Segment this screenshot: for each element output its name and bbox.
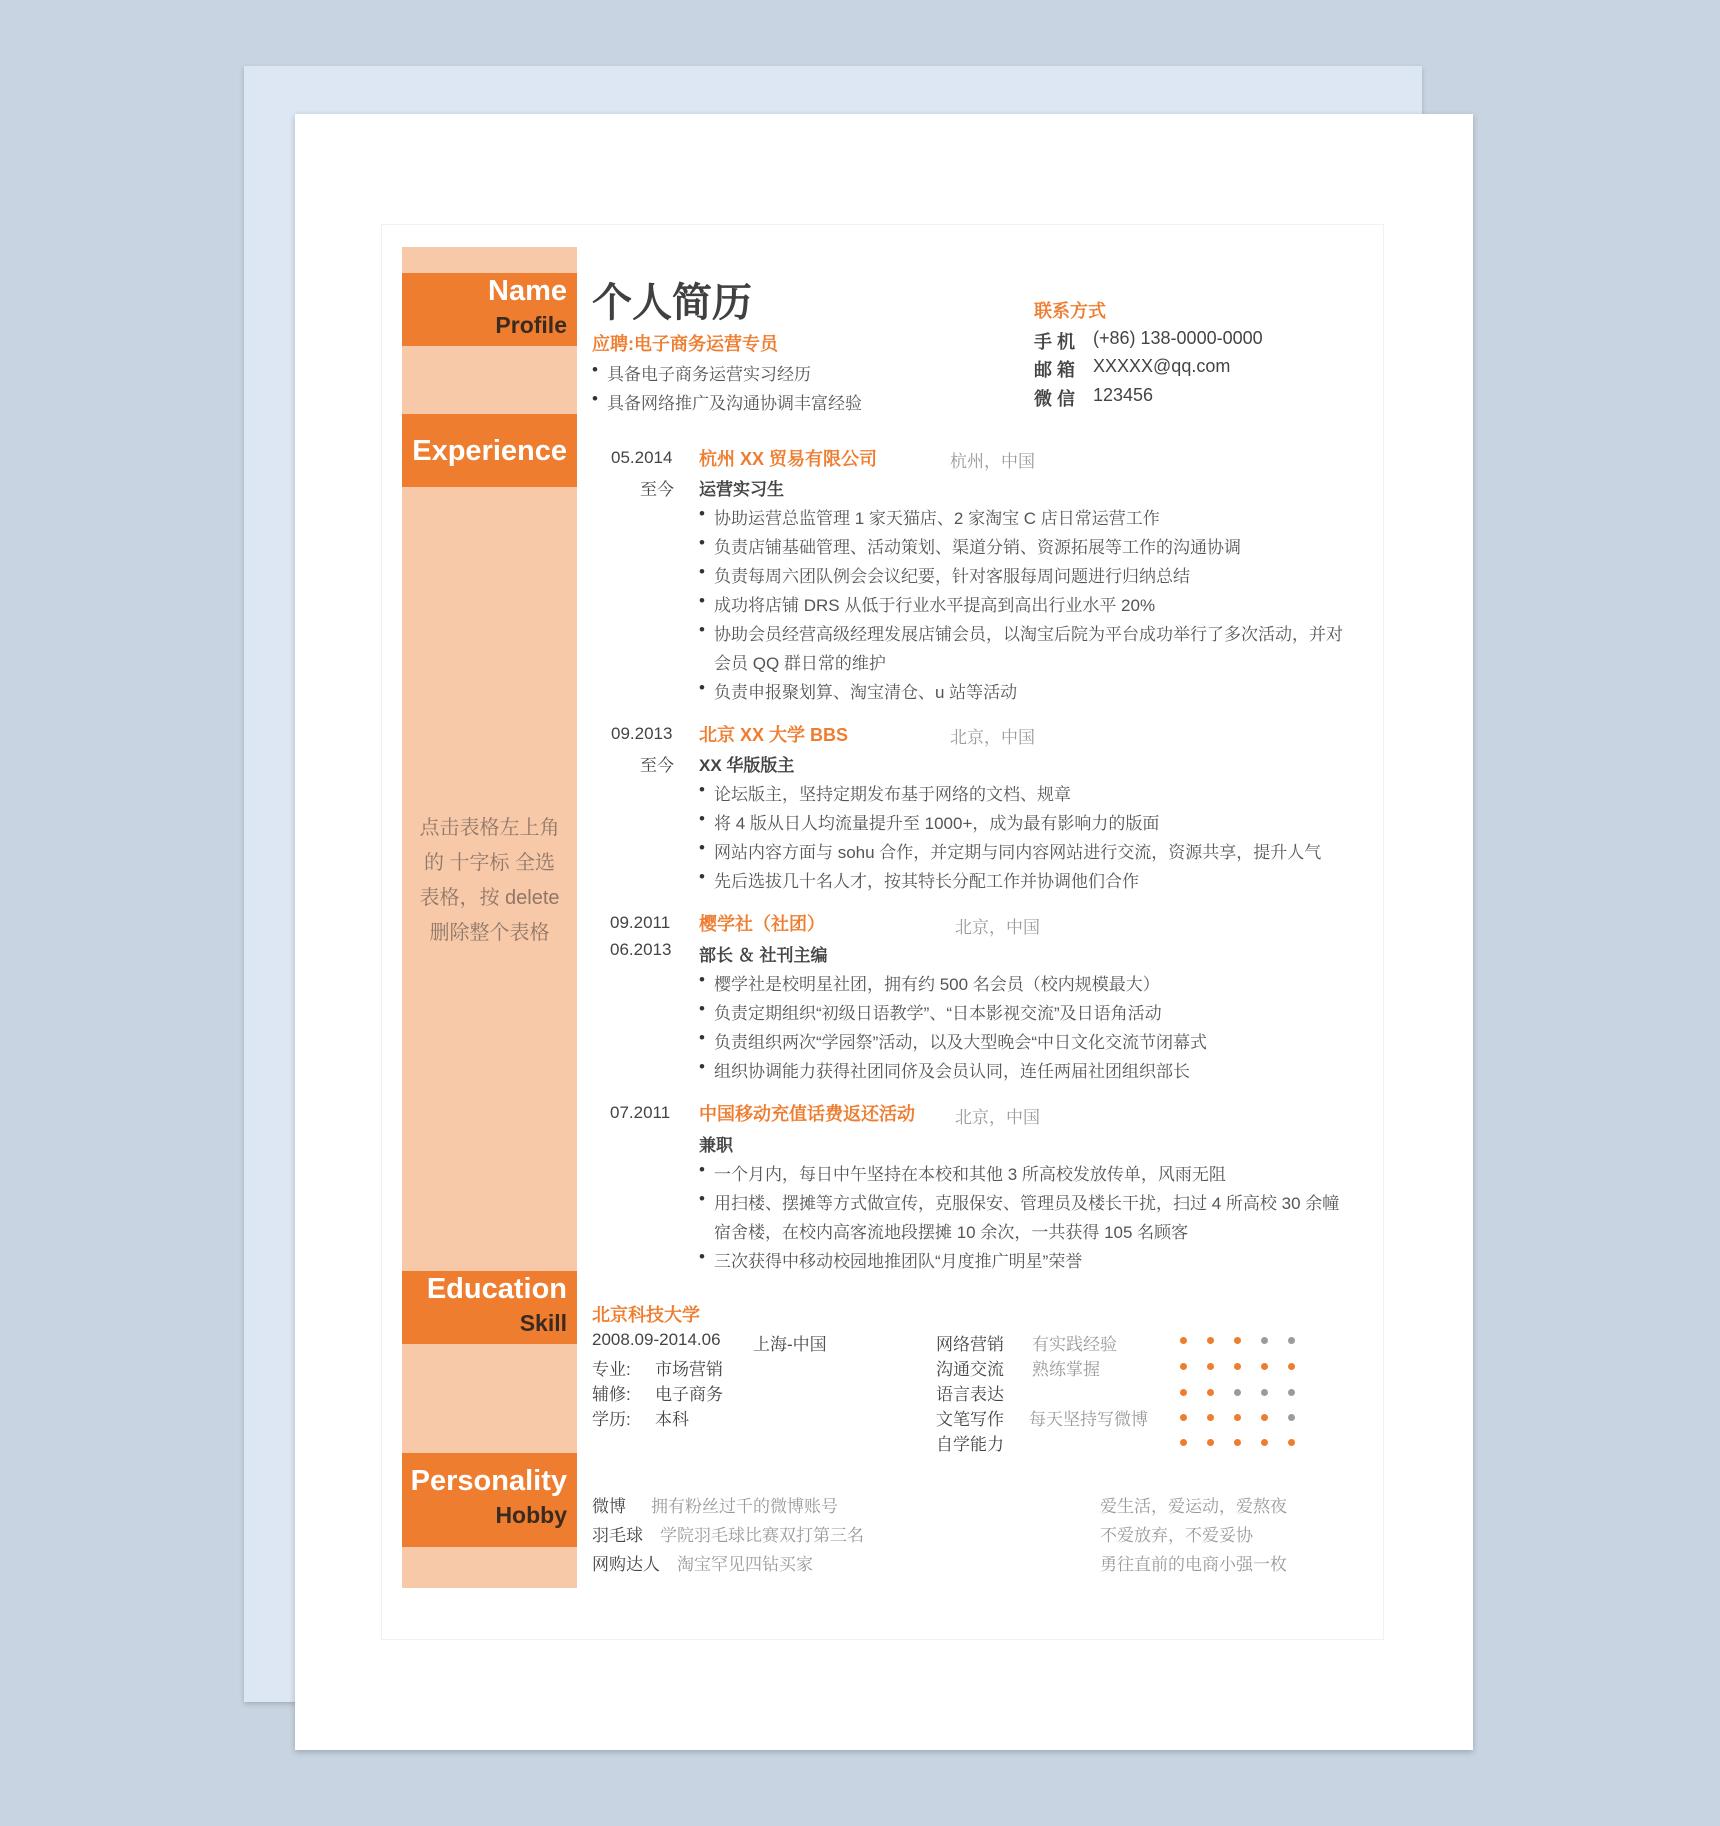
rating-dot [1261,1337,1268,1344]
exp-bullet: • 负责店铺基础管理、活动策划、渠道分销、资源拓展等工作的沟通协调 [714,533,1241,558]
edu-label: 辅修: [592,1385,631,1404]
rating-dot [1207,1363,1214,1370]
exp-date-end: 至今 [640,756,674,775]
side-note [402,811,577,951]
exp-bullet: • 一个月内，每日中午坚持在本校和其他 3 所高校发放传单，风雨无阻 [714,1160,1226,1185]
personality-line: 爱生活，爱运动，爱熬夜 [1100,1497,1287,1516]
rating-dot [1288,1363,1295,1370]
contact-label-phone: 手 机 [1034,332,1076,352]
exp-role: XX 华版版主 [699,756,795,775]
skill-note: 有实践经验 [1032,1335,1117,1354]
rating-dot [1207,1337,1214,1344]
skill-rating [1180,1414,1315,1421]
exp-date-end: 06.2013 [610,940,672,959]
exp-bullet: • 负责申报聚划算、淘宝清仓、u 站等活动 [714,678,1017,703]
side-note-line: 的 十字标 全选 [423,852,556,874]
skill-name: 语言表达 [936,1385,1004,1404]
side-note-line: 点击表格左上角 [419,817,560,839]
education-title: Education [426,1273,567,1305]
edu-label: 学历: [592,1410,631,1429]
skill-name: 自学能力 [936,1435,1004,1454]
personality-line: 勇往直前的电商小强一枚 [1100,1555,1287,1574]
exp-bullet: • 负责组织两次“学园祭”活动，以及大型晚会“中日文化交流节闭幕式 [714,1028,1207,1053]
exp-location: 北京，中国 [955,1108,1040,1127]
edu-value: 本科 [655,1410,689,1429]
rating-dot [1288,1439,1295,1446]
edu-label: 专业: [592,1360,631,1379]
exp-bullet: • 用扫楼、摆摊等方式做宣传，克服保安、管理员及楼长干扰，扫过 4 所高校 30 余幢 [714,1189,1339,1214]
rating-dot [1261,1363,1268,1370]
section-label-experience [402,414,577,487]
exp-location: 北京，中国 [955,918,1040,937]
contact-label-wechat: 微 信 [1034,389,1076,409]
rating-dot [1234,1389,1241,1396]
edu-value: 市场营销 [655,1360,723,1379]
rating-dot [1288,1337,1295,1344]
rating-dot [1207,1389,1214,1396]
rating-dot [1180,1337,1187,1344]
section-label-profile [402,273,577,346]
side-note-line: 表格，按 delete [419,887,560,909]
personality-title: Personality [410,1465,567,1497]
rating-dot [1234,1414,1241,1421]
exp-bullet: • 论坛版主，坚持定期发布基于网络的文档、规章 [714,780,1071,805]
skill-rating [1180,1389,1315,1396]
exp-org: 樱学社（社团） [699,914,825,934]
exp-bullet: • 成功将店铺 DRS 从低于行业水平提高到高出行业水平 20% [714,591,1155,616]
skill-rating [1180,1439,1315,1446]
exp-bullet: • 三次获得中移动校园地推团队“月度推广明星”荣誉 [714,1247,1082,1272]
exp-role: 部长 ＆ 社刊主编 [699,946,828,965]
exp-bullet: • 网站内容方面与 sohu 合作，并定期与同内容网站进行交流，资源共享，提升人气 [714,838,1321,863]
exp-bullet: • 负责每周六团队例会会议纪要，针对客服每周问题进行归纳总结 [714,562,1190,587]
edu-period: 2008.09-2014.06 [592,1330,721,1349]
skill-note: 熟练掌握 [1032,1360,1100,1379]
hobby-desc: 拥有粉丝过千的微博账号 [651,1497,838,1516]
contact-email[interactable]: XXXXX@qq.com [1093,356,1231,376]
contact-phone[interactable]: (+86) 138-0000-0000 [1093,328,1263,348]
skill-note: 每天坚持写微博 [1029,1410,1148,1429]
exp-bullet: • 协助运营总监管理 1 家天猫店、2 家淘宝 C 店日常运营工作 [714,504,1160,529]
exp-bullet-continuation: 宿舍楼，在校内高客流地段摆摊 10 余次，一共获得 105 名顾客 [714,1223,1189,1242]
education-subtitle: Skill [519,1310,567,1336]
section-label-personality [402,1453,577,1547]
highlight-item: • 具备网络推广及沟通协调丰富经验 [607,389,862,414]
rating-dot [1234,1363,1241,1370]
rating-dot [1288,1389,1295,1396]
profile-subtitle: Profile [495,312,567,338]
exp-org: 杭州 XX 贸易有限公司 [699,449,878,469]
edu-place: 上海-中国 [753,1335,827,1354]
exp-date-start: 07.2011 [610,1103,671,1122]
skill-rating [1180,1363,1315,1370]
exp-date-start: 09.2011 [610,913,671,932]
exp-bullet: • 组织协调能力获得社团同侪及会员认同，连任两届社团组织部长 [714,1057,1190,1082]
contact-label-email: 邮 箱 [1034,360,1076,380]
exp-bullet-continuation: 会员 QQ 群日常的维护 [714,654,886,673]
rating-dot [1234,1337,1241,1344]
rating-dot [1180,1389,1187,1396]
rating-dot [1180,1414,1187,1421]
position-title: 应聘:电子商务运营专员 [592,334,778,354]
personality-line: 不爱放弃，不爱妥协 [1100,1526,1253,1545]
section-label-education [402,1271,577,1344]
skill-name: 文笔写作 [936,1410,1004,1429]
profile-title: Name [488,275,567,307]
rating-dot [1234,1439,1241,1446]
rating-dot [1288,1414,1295,1421]
rating-dot [1207,1414,1214,1421]
skill-name: 沟通交流 [936,1360,1004,1379]
rating-dot [1261,1389,1268,1396]
exp-date-start: 09.2013 [611,724,673,743]
edu-value: 电子商务 [655,1385,723,1404]
rating-dot [1261,1439,1268,1446]
resume-title: 个人简历 [592,281,752,325]
rating-dot [1180,1363,1187,1370]
exp-bullet: • 将 4 版从日人均流量提升至 1000+，成为最有影响力的版面 [714,809,1159,834]
hobby-name: 网购达人 [592,1555,660,1574]
exp-bullet: • 樱学社是校明星社团，拥有约 500 名会员（校内规模最大） [714,970,1160,995]
rating-dot [1180,1439,1187,1446]
experience-title: Experience [412,434,567,467]
exp-role: 兼职 [699,1136,733,1155]
side-note-line: 删除整个表格 [429,922,550,944]
exp-org: 中国移动充值话费返还活动 [699,1104,915,1124]
contact-wechat: 123456 [1093,385,1154,405]
exp-org: 北京 XX 大学 BBS [699,725,849,745]
exp-location: 北京，中国 [950,728,1035,747]
highlight-item: • 具备电子商务运营实习经历 [607,360,811,385]
exp-bullet: • 先后选拔几十名人才，按其特长分配工作并协调他们合作 [714,867,1139,892]
exp-bullet: • 负责定期组织“初级日语教学”、“日本影视交流”及日语角活动 [714,999,1162,1024]
hobby-name: 微博 [592,1497,626,1516]
personality-subtitle: Hobby [495,1502,567,1528]
exp-date-start: 05.2014 [611,448,673,467]
hobby-desc: 淘宝罕见四钻买家 [677,1555,813,1574]
exp-bullet: • 协助会员经营高级经理发展店铺会员，以淘宝后院为平台成功举行了多次活动，并对 [714,620,1343,645]
exp-location: 杭州，中国 [950,452,1035,471]
skill-rating [1180,1337,1315,1344]
edu-school: 北京科技大学 [592,1305,700,1325]
skill-name: 网络营销 [936,1335,1004,1354]
exp-role: 运营实习生 [699,480,784,499]
rating-dot [1207,1439,1214,1446]
hobby-desc: 学院羽毛球比赛双打第三名 [660,1526,864,1545]
hobby-name: 羽毛球 [592,1526,643,1545]
exp-date-end: 至今 [640,480,674,499]
contact-title: 联系方式 [1034,301,1106,321]
rating-dot [1261,1414,1268,1421]
